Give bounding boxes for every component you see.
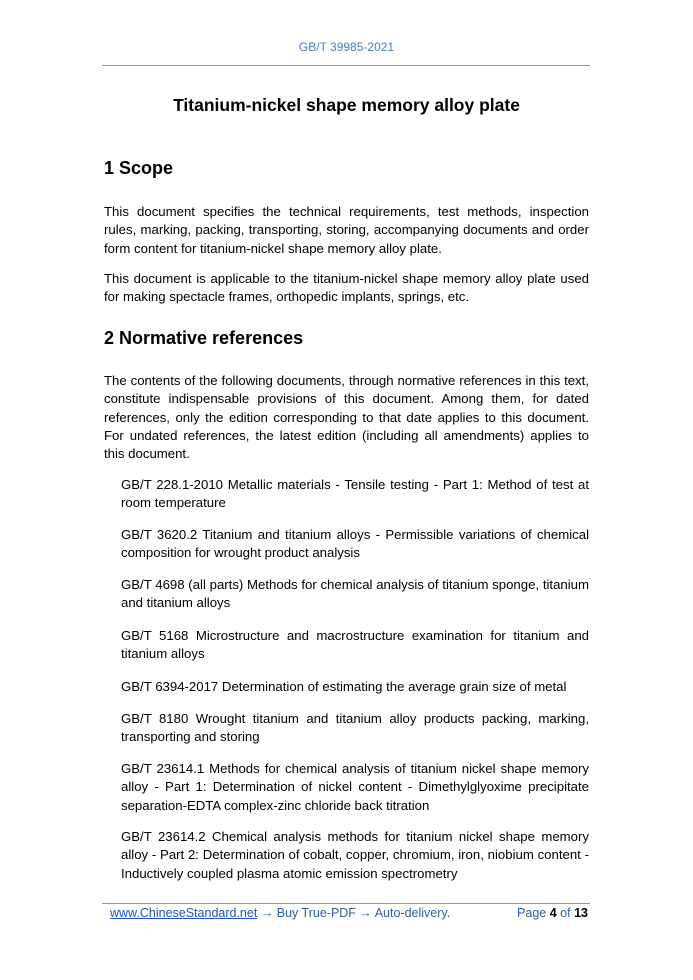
reference-item: GB/T 228.1-2010 Metallic materials - Tensile testing - Part 1: Method of test at room temperature — [121, 477, 589, 511]
footer — [110, 906, 588, 920]
footer-site-link[interactable]: www.ChineseStandard.net — [110, 906, 258, 920]
page-indicator — [517, 906, 588, 920]
normative-intro-paragraph: The contents of the following documents, through normative references in this text, constitute indispensable provisions of this document. Among them, for dated references, only the edition corresponding to that date applies to this document. For undated references, the latest edition (including all amendments) applies to this document. — [104, 373, 589, 462]
header-divider — [102, 65, 590, 66]
reference-item: GB/T 8180 Wrought titanium and titanium alloy products packing, marking, transporting and storing — [121, 711, 589, 745]
page-current: 4 — [549, 906, 557, 920]
scope-paragraph-2: This document is applicable to the titanium-nickel shape memory alloy plate used for making spectacle frames, orthopedic implants, springs, etc. — [104, 271, 589, 305]
header-doc-code: GB/T 39985-2021 — [298, 40, 395, 54]
reference-item: GB/T 3620.2 Titanium and titanium alloys - Permissible variations of chemical composition for wrought product analysis — [121, 527, 589, 561]
page-label: Page — [517, 906, 547, 920]
reference-item: GB/T 6394-2017 Determination of estimating the average grain size of metal — [121, 679, 567, 694]
document-title: Titanium-nickel shape memory alloy plate — [173, 95, 520, 115]
section-heading-normative-references: 2 Normative references — [104, 328, 304, 348]
reference-item: GB/T 23614.2 Chemical analysis methods for titanium nickel shape memory alloy - Part 2: Determination of cobalt, copper, chromium, iron, niobium content - Inductively coupled plasma atomic emission spectrometry — [121, 829, 589, 881]
reference-item: GB/T 4698 (all parts) Methods for chemical analysis of titanium sponge, titanium and titanium alloys — [121, 577, 589, 611]
footer-tagline: → Buy True-PDF → Auto-delivery. — [257, 906, 451, 920]
reference-item: GB/T 5168 Microstructure and macrostructure examination for titanium and titanium alloys — [121, 628, 589, 662]
reference-item: GB/T 23614.1 Methods for chemical analysis of titanium nickel shape memory alloy - Part 1: Determination of nickel content - Dimethylglyoxime precipitate separation-EDTA complex-zinc chloride back titration — [121, 761, 589, 813]
scope-paragraph-1: This document specifies the technical requirements, test methods, inspection rules, marking, packing, transporting, storing, accompanying documents and order form content for titanium-nickel shape memory alloy plate. — [104, 204, 589, 256]
page-total: 13 — [574, 906, 588, 920]
footer-divider — [102, 903, 590, 904]
section-heading-scope: 1 Scope — [104, 158, 174, 178]
page-of-label: of — [560, 906, 571, 920]
